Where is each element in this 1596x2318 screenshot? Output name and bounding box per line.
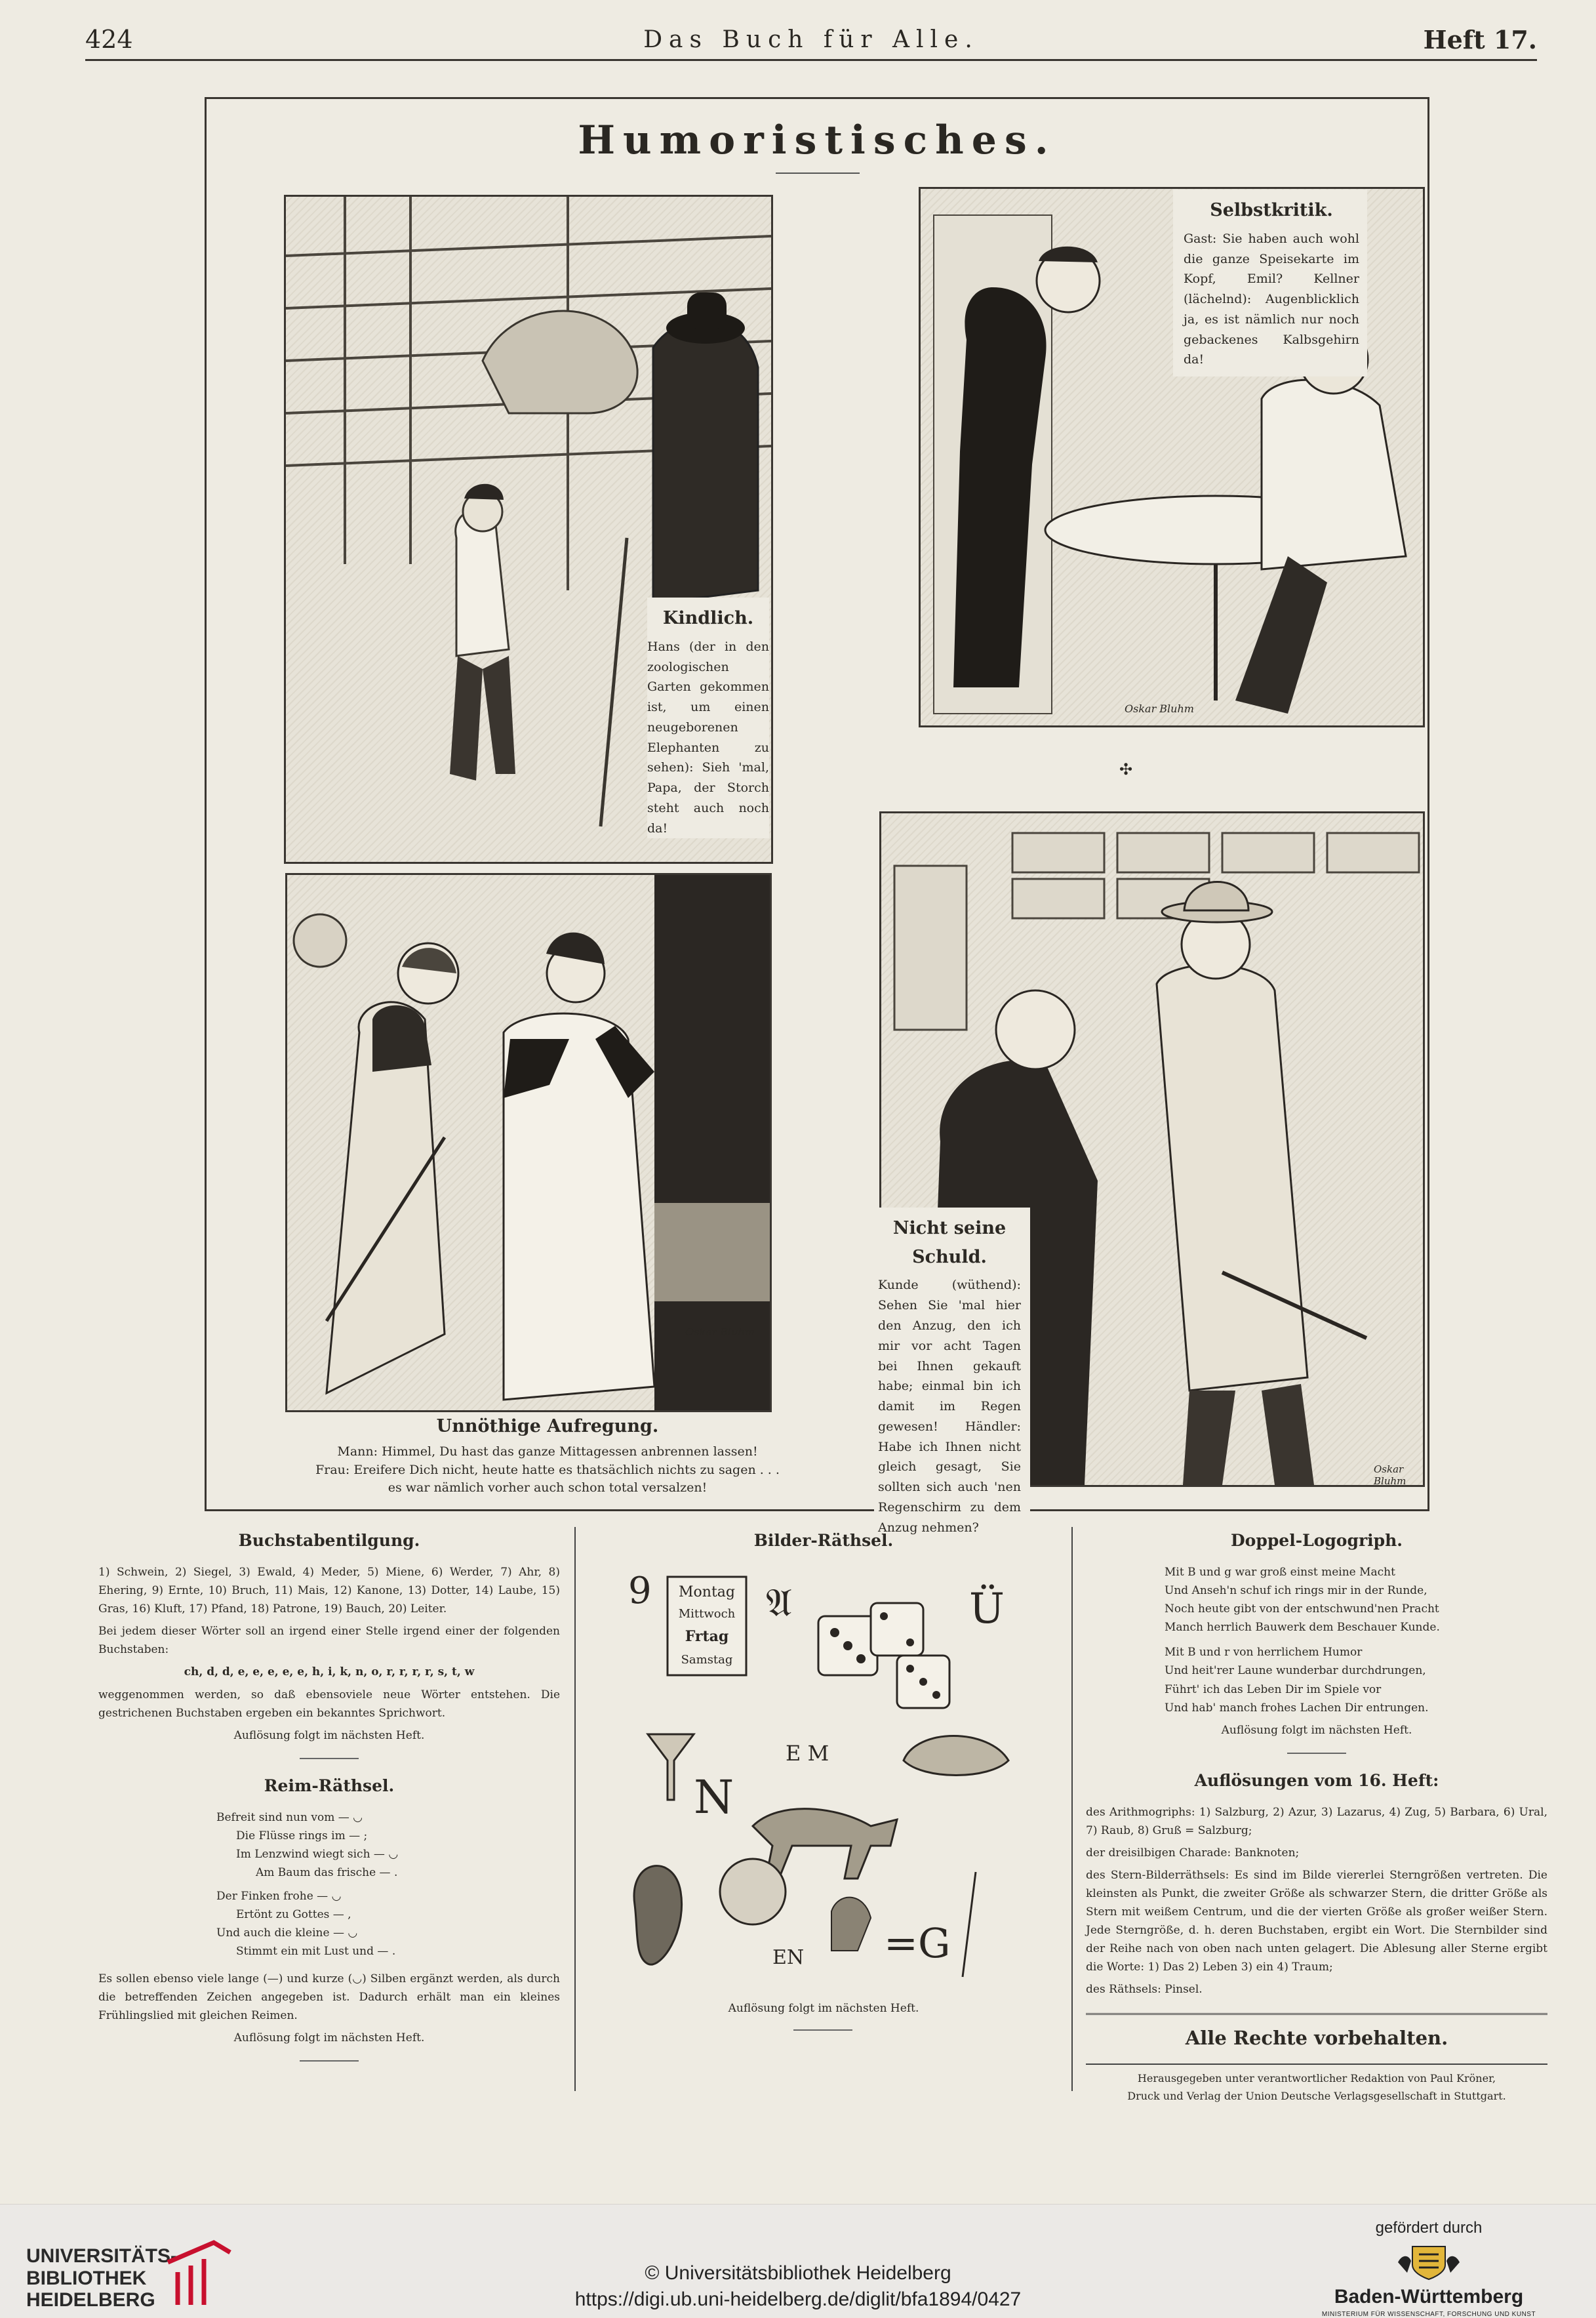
footer-bar [0, 2204, 1596, 2317]
rebus-glyph: E M [786, 1741, 829, 1766]
solution-line: des Arithmogriphs: 1) Salzburg, 2) Azur, 3) Lazarus, 4) Zug, 5) Barbara, 6) Ural, 7) Raub, 8) Gruß = Salzburg; [1086, 1805, 1547, 1837]
verse-line: Mit B und r von herrlichem Humor [1165, 1646, 1363, 1659]
imprint-line: Druck und Verlag der Union Deutsche Verlagsgesellschaft in Stuttgart. [1127, 2089, 1506, 2102]
solution-line: des Stern-Bilderräthsels: Es sind im Bilde viererlei Sterngrößen vertreten. Die kleinsten als Punkt, die zweiter Größe als schwarzer Stern, die dritter Größe als Stern mit weißem Centrum, und die der vierten Größe als großer weißer Stern. Jede Sterngröße, d. h. deren Buchstaben, ergibt ein Wort. Die Sternbilder sind der Reihe nach von oben nach unten gelagert. Die Ablesung aller Sterne ergibt die Worte: 1) Das 2) Leben 3) ein 4) Traum; [1086, 1869, 1547, 1974]
verse-line: Befreit sind nun vom — ◡ [216, 1810, 363, 1824]
puzzle-letters: ch, d, d, e, e, e, e, e, h, i, k, n, o, r, r, r, r, s, t, w [184, 1665, 475, 1679]
sponsor-ministry: MINISTERIUM FÜR WISSENSCHAFT, FORSCHUNG UND KUNST [1321, 2311, 1536, 2318]
title-divider [776, 173, 860, 174]
sponsor-label: gefördert durch [1375, 2219, 1483, 2237]
solution-line: des Räthsels: Pinsel. [1086, 1983, 1203, 1997]
signature-1: Oskar Bluhm [1125, 702, 1194, 715]
caption-title: Unnöthige Aufregung. [436, 1416, 659, 1436]
verse-line: Die Flüsse rings im — ; [236, 1829, 368, 1842]
page-number: 424 [85, 25, 133, 54]
verse-line: Und auch die kleine — ◡ [216, 1926, 358, 1940]
humor-section [205, 97, 1429, 1535]
journal-title: Das Buch für Alle. [643, 26, 979, 53]
verse-line: Im Lenzwind wiegt sich — ◡ [236, 1848, 399, 1861]
source-url[interactable]: https://digi.ub.uni-heidelberg.de/diglit/bfa1894/0427 [574, 2288, 1022, 2310]
solutions-title: Auflösungen vom 16. Heft: [1194, 1770, 1439, 1790]
picture-puzzle [622, 1564, 1028, 1983]
rebus-glyph: N [694, 1770, 734, 1824]
day-label: Montag [679, 1584, 735, 1600]
middle-column [590, 1527, 1057, 1563]
running-head [85, 20, 1537, 61]
caption-title: Nicht seine Schuld. [892, 1218, 1007, 1267]
caption-unnoethige-aufregung [266, 1413, 829, 1497]
verse-line: Und heit'rer Laune wunderbar durchdrungen, [1165, 1664, 1426, 1678]
caption-title: Selbstkritik. [1210, 200, 1333, 220]
solution-note: Auflösung folgt im nächsten Heft. [233, 1728, 425, 1742]
sponsor-name: Baden-Württemberg [1334, 2286, 1524, 2308]
caption-text: Hans (der in den zoologischen Garten gekommen ist, um einen neugeborenen Elephanten zu sehen): Sieh 'mal, Papa, der Storch steht auch noch da! [647, 639, 769, 836]
day-label: Frtag [685, 1628, 729, 1645]
verse-line: Manch herrlich Bauwerk dem Beschauer Kunde. [1165, 1621, 1440, 1635]
caption-kindlich [647, 598, 769, 838]
svg-text:𝔄: 𝔄 [766, 1580, 792, 1626]
section-title: Humoristisches. [578, 117, 1056, 163]
column-divider-right [1071, 1527, 1073, 2091]
rebus-glyph: EN [772, 1946, 805, 1969]
imprint-line: Herausgegeben unter verantwortlicher Redaktion von Paul Kröner, [1137, 2072, 1496, 2085]
puzzle-title: Buchstabentilgung. [238, 1531, 420, 1550]
signature-3: Oskar Bluhm [1374, 1463, 1406, 1487]
caption-line-3: es war nämlich vorher auch schon total versalzen! [388, 1480, 708, 1495]
sponsor-block [1321, 2219, 1537, 2318]
solution-note: Auflösung folgt im nächsten Heft. [1221, 1723, 1412, 1737]
solution-note: Auflösung folgt im nächsten Heft. [233, 2031, 425, 2045]
verse-line: Am Baum das frische — . [256, 1866, 398, 1880]
caption-line-1: Mann: Himmel, Du hast das ganze Mittagessen anbrennen lassen! [337, 1444, 758, 1459]
svg-text:9: 9 [628, 1570, 652, 1612]
rebus-glyph: =G [884, 1919, 951, 1967]
puzzle-rule: Es sollen ebenso viele lange (—) und kurze (◡) Silben ergänzt werden, als durch die betreffenden Zeichen angegeben ist. Dadurch erhält man ein kleines Frühlingslied mit gleichen Reimen. [98, 1972, 560, 2023]
column-divider-left [574, 1527, 576, 2091]
verse-line: Ertönt zu Gottes — , [236, 1908, 351, 1922]
issue-label: Heft 17. [1423, 25, 1537, 54]
library-name-line: HEIDELBERG [26, 2289, 155, 2311]
puzzle-rule-2: weggenommen werden, so daß ebensoviele neue Wörter entstehen. Die gestrichenen Buchstaben ergeben ein bekanntes Sprichwort. [98, 1688, 560, 1720]
rhyme-verse [216, 1808, 466, 1961]
caption-title: Kindlich. [662, 608, 754, 628]
caption-text: Kunde (wüthend): Sehen Sie 'mal hier den Anzug, den ich mir vor acht Tagen bei Ihnen gekauft habe; einmal bin ich damit im Regen gewesen! Händler: Habe ich Ihnen nicht gleich gesagt, Sie sollten sich auch 'nen Regenschirm zu dem Anzug nehmen? [878, 1278, 1021, 1535]
caption-nicht-seine-schuld [874, 1208, 1030, 1544]
divider [1287, 1753, 1346, 1754]
signature-2: Oskar Bluhm [685, 1326, 755, 1338]
verse-line: Mit B und g war groß einst meine Macht [1165, 1566, 1395, 1579]
puzzle-words: 1) Schwein, 2) Siegel, 3) Ewald, 4) Meder, 5) Miene, 6) Werder, 7) Ahr, 8) Ehering, 9) Ernte, 10) Bruch, 11) Mais, 12) Kanone, 13) Dotter, 14) Laube, 15) Gras, 16) Kluft, 17) Pfand, 18) Patrone, 19) Bauch, 20) Leiter. [98, 1566, 560, 1616]
solution-note: Auflösung folgt im nächsten Heft. [728, 2002, 919, 2015]
verse-line: Der Finken frohe — ◡ [216, 1890, 342, 1903]
ornament: ✣ [1119, 760, 1133, 779]
verse-line: Führt' ich das Leben Dir im Spiele vor [1165, 1682, 1382, 1696]
caption-selbstkritik [1173, 190, 1367, 376]
left-column [98, 1527, 560, 2075]
day-label: Samstag [681, 1653, 733, 1667]
imprint [1086, 2064, 1547, 2105]
state-crest-icon [1393, 2243, 1465, 2281]
verse-line: Noch heute gibt von der entschwund'nen Pracht [1165, 1602, 1439, 1616]
day-label: Mittwoch [678, 1607, 736, 1621]
divider [300, 1758, 359, 1759]
library-name-line: BIBLIOTHEK [26, 2267, 147, 2289]
solution-line: der dreisilbigen Charade: Banknoten; [1086, 1846, 1300, 1860]
divider [300, 2060, 359, 2062]
right-column [1086, 1527, 1547, 2105]
verse-line: Stimmt ein mit Lust und — . [236, 1945, 396, 1959]
puzzle-title: Doppel-Logogriph. [1230, 1531, 1403, 1550]
divider [793, 2029, 852, 2031]
picture-puzzle-title: Bilder-Räthsel. [753, 1531, 894, 1550]
logogriph-verse [1165, 1563, 1547, 1717]
rights-notice: Alle Rechte vorbehalten. [1086, 2013, 1547, 2054]
copyright-line: © Universitätsbibliothek Heidelberg [645, 2262, 951, 2284]
caption-text: Gast: Sie haben auch wohl die ganze Speisekarte im Kopf, Emil? Kellner (lächelnd): Augenblicklich ja, es ist nämlich nur noch gebackenes Kalbsgehirn da! [1184, 231, 1359, 367]
caption-line-2: Frau: Ereifere Dich nicht, heute hatte es thatsächlich nichts zu sagen . . . [315, 1462, 780, 1477]
puzzle-rule: Bei jedem dieser Wörter soll an irgend einer Stelle irgend einer der folgenden Buchstaben: [98, 1625, 560, 1657]
verse-line: Und Anseh'n schuf ich rings mir in der Runde, [1165, 1584, 1427, 1598]
rebus-glyph: Ü [969, 1585, 1005, 1633]
library-name-line: UNIVERSITÄTS- [26, 2245, 178, 2267]
verse-line: Und hab' manch frohes Lachen Dir entrungen. [1165, 1701, 1429, 1715]
puzzle-title: Reim-Räthsel. [264, 1776, 395, 1795]
rebus-drawing [622, 1564, 1028, 1983]
